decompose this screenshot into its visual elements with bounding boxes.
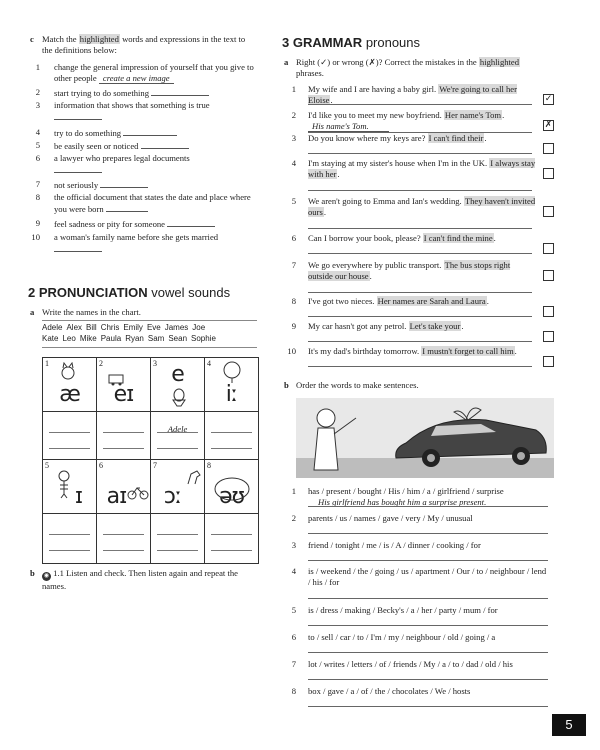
answer-line[interactable] <box>308 706 548 707</box>
jumbled-words: is / dress / making / Becky's / a / her / party / mum / for <box>308 605 498 615</box>
answer-cell[interactable] <box>97 412 151 460</box>
cell-number: 2 <box>99 359 103 368</box>
sentence-end: . <box>369 271 372 282</box>
name-option: Mike <box>79 334 97 343</box>
part-b-letter: b <box>284 380 289 390</box>
name-option: Sophie <box>191 334 216 343</box>
part-a-instruction: Write the names in the chart. <box>42 307 141 317</box>
definition-item <box>54 100 264 124</box>
section-subtitle: vowel sounds <box>151 285 231 300</box>
name-option: Ryan <box>125 334 144 343</box>
correction-line[interactable] <box>308 104 532 105</box>
phone-icon <box>213 476 251 502</box>
example-answer: create a new image <box>99 73 174 84</box>
name-option: Chris <box>100 323 120 332</box>
answer-blank[interactable] <box>151 87 209 96</box>
grammar-sentence <box>308 110 536 133</box>
grammar-sentence <box>308 321 536 332</box>
item-number: 10 <box>287 346 296 356</box>
answer-checkbox[interactable] <box>543 143 554 154</box>
chart-cell-2 <box>97 358 151 412</box>
jumbled-words: parents / us / names / gave / very / My / unusual <box>308 513 473 523</box>
sentence-text: I'd like you to meet my new boyfriend. <box>308 110 444 120</box>
sentence-text: We go everywhere by public transport. <box>308 260 444 270</box>
sentence-text: It's my dad's birthday tomorrow. <box>308 346 422 356</box>
grammar-sentence <box>308 260 536 283</box>
definition-text: feel sadness or pity for someone <box>54 219 165 229</box>
answer-cell[interactable] <box>205 514 259 564</box>
grammar-sentence <box>308 133 536 144</box>
sentence-text: We aren't going to Emma and Ian's wedding. <box>308 196 464 206</box>
def-number: 1 <box>35 62 40 72</box>
answer-line[interactable] <box>308 533 548 534</box>
answer-blank[interactable] <box>100 179 148 188</box>
audio-track: 1.1 <box>53 568 64 578</box>
answer-blank[interactable] <box>167 218 215 227</box>
item-number: 7 <box>291 260 296 270</box>
sentence-text: My car hasn't got any petrol. <box>308 321 409 331</box>
part-b-instruction <box>42 568 257 592</box>
phonetic-symbol: iː <box>225 382 238 407</box>
section-title: GRAMMAR <box>292 35 363 50</box>
def-number: 4 <box>35 127 40 137</box>
definition-text: information that shows that something is true <box>54 100 210 110</box>
item-number: 3 <box>291 540 296 550</box>
page-number: 5 <box>552 714 586 736</box>
answer-blank[interactable] <box>54 164 102 173</box>
answer-checkbox[interactable] <box>543 306 554 317</box>
jumbled-words: is / weekend / the / going / us / apartment / Our / to / neighbour / lend / his / for <box>308 566 547 588</box>
answer-cell[interactable] <box>151 514 205 564</box>
grammar-heading <box>282 34 420 51</box>
jumbled-words: box / gave / a / of / the / chocolates / We / hosts <box>308 686 471 696</box>
highlighted-phrase: I always stay with her <box>308 158 536 180</box>
item-number: 7 <box>291 659 296 669</box>
cell-number: 5 <box>45 461 49 470</box>
names-row-2 <box>42 334 220 345</box>
correction-line[interactable] <box>308 253 532 254</box>
item-number: 6 <box>291 632 296 642</box>
highlighted-phrase: I can't find their <box>428 133 484 143</box>
phonetic-symbol: aɪ <box>106 484 127 509</box>
definition-item <box>54 232 269 256</box>
item-number: 9 <box>291 321 296 331</box>
grammar-sentence <box>308 296 536 307</box>
answer-line[interactable] <box>308 560 548 561</box>
answer-checkbox[interactable] <box>543 356 554 367</box>
sentence-end: . <box>337 169 340 180</box>
item-number: 5 <box>291 196 296 206</box>
sentence-text: My wife and I are having a baby girl. <box>308 84 439 94</box>
highlighted-phrase: I mustn't forget to call him <box>422 346 514 356</box>
grammar-sentence <box>308 196 536 219</box>
answer-cell[interactable] <box>151 412 205 460</box>
jumbled-words: friend / tonight / me / is / A / dinner / cooking / for <box>308 540 481 550</box>
definition-item <box>54 127 264 139</box>
correction-answer: His name's Tom. <box>308 121 389 132</box>
answer-checkbox[interactable] <box>543 331 554 342</box>
answer-checkbox[interactable] <box>543 206 554 217</box>
section-number: 3 <box>282 35 290 50</box>
highlighted-phrase: They haven't invited ours <box>308 196 536 218</box>
sentence-end: . <box>493 233 496 243</box>
answer-cell[interactable] <box>205 412 259 460</box>
answer-line[interactable] <box>308 652 548 653</box>
sentence-end: . <box>514 346 517 356</box>
answer-checkbox[interactable]: ✗ <box>544 120 553 130</box>
answer-blank[interactable] <box>54 243 102 252</box>
def-number: 8 <box>35 192 40 202</box>
definition-item <box>54 87 264 99</box>
name-option: Emily <box>123 323 143 332</box>
cell-number: 1 <box>45 359 49 368</box>
part-a-letter: a <box>284 57 289 67</box>
name-option: Kate <box>42 334 59 343</box>
example-name: Adele <box>167 424 188 434</box>
correction-line[interactable] <box>308 228 532 229</box>
egg-icon <box>169 388 189 408</box>
highlighted-phrase: Her names are Sarah and Laura <box>377 296 486 306</box>
sentence-end: . <box>323 207 326 218</box>
definition-item <box>54 192 259 216</box>
name-option: Joe <box>192 323 206 332</box>
def-number: 3 <box>35 100 40 110</box>
correction-line[interactable] <box>308 316 532 317</box>
cell-number: 8 <box>207 461 211 470</box>
sentence-end: . <box>486 296 489 306</box>
correction-line[interactable] <box>308 153 532 154</box>
definition-text: change the general impression of yourself that you give to other people <box>54 62 254 84</box>
correction-line[interactable] <box>308 366 532 367</box>
item-number: 1 <box>291 84 296 94</box>
highlighted-phrase: We're going to call her Eloise <box>308 84 517 106</box>
section-number: 2 <box>28 285 36 300</box>
answer-cell[interactable] <box>43 514 97 564</box>
definition-text: start trying to do something <box>54 88 150 98</box>
section-title: PRONUNCIATION <box>38 285 148 300</box>
name-option: Sam <box>147 334 165 343</box>
audio-icon[interactable]: ◉ <box>43 573 50 579</box>
instruction-highlight: highlighted <box>79 34 119 44</box>
vowel-chart <box>42 357 259 564</box>
highlighted-phrase: Her name's Tom <box>444 110 502 120</box>
instruction-text-end: phrases. <box>296 68 324 79</box>
answer-cell[interactable] <box>43 412 97 460</box>
item-number: 6 <box>291 233 296 243</box>
name-option: Leo <box>62 334 76 343</box>
item-number: 1 <box>291 486 296 496</box>
item-number: 2 <box>291 110 296 120</box>
answer-cell[interactable] <box>97 514 151 564</box>
answer-blank[interactable] <box>141 140 189 149</box>
item-number: 4 <box>291 158 296 168</box>
answer-checkbox[interactable] <box>543 270 554 281</box>
part-c-instruction <box>42 34 257 57</box>
grammar-sentence <box>308 158 536 181</box>
answer-blank[interactable] <box>106 203 148 212</box>
correction-line[interactable] <box>308 190 532 191</box>
phonetic-symbol: əʊ <box>218 484 245 509</box>
name-option: Eve <box>146 323 161 332</box>
grammar-sentence <box>308 233 536 244</box>
cell-number: 3 <box>153 359 157 368</box>
definition-item <box>54 62 264 85</box>
answer-line[interactable] <box>308 625 548 626</box>
jumbled-words: has / present / bought / His / him / a / girlfriend / surprise <box>308 486 504 496</box>
highlighted-phrase: I can't find the mine <box>423 233 493 243</box>
answer-blank[interactable] <box>54 111 102 120</box>
sentence-end: . <box>461 321 464 331</box>
jumbled-words: to / sell / car / to / I'm / my / neighbour / old / going / a <box>308 632 496 642</box>
definition-text: the official document that states the date and place where you were born <box>54 192 251 215</box>
sentence-text: Do you know where my keys are? <box>308 133 428 143</box>
sentence-end: . <box>330 95 333 106</box>
sentence-text: I've got two nieces. <box>308 296 377 306</box>
definition-item <box>54 153 264 177</box>
sentence-end: . <box>502 110 505 120</box>
part-c-letter: c <box>30 34 34 44</box>
answer-line[interactable] <box>308 679 548 680</box>
answer-line[interactable] <box>308 598 548 599</box>
phonetic-symbol: æ <box>59 382 80 407</box>
item-number: 2 <box>291 513 296 523</box>
example-answer: His girlfriend has bought him a surprise present. <box>318 497 487 507</box>
answer-blank[interactable] <box>123 127 177 136</box>
grammar-sentence <box>308 346 536 357</box>
cell-number: 6 <box>99 461 103 470</box>
definition-text: a woman's family name before she gets married <box>54 232 219 242</box>
answer-checkbox[interactable]: ✓ <box>544 94 553 104</box>
phonetic-symbol: ɪ <box>74 484 83 509</box>
part-b-text: Listen and check. Then listen again and repeat the names. <box>42 568 238 591</box>
section-subtitle: pronouns <box>365 35 421 50</box>
horse-icon <box>185 468 203 486</box>
item-number: 3 <box>291 133 296 143</box>
def-number: 7 <box>35 179 40 189</box>
answer-line[interactable] <box>308 506 548 507</box>
instruction-text: Match the <box>42 34 79 44</box>
name-option: Paula <box>100 334 122 343</box>
def-number: 5 <box>35 140 40 150</box>
cat-icon <box>57 362 79 382</box>
correction-line[interactable] <box>308 292 532 293</box>
name-option: Bill <box>86 323 97 332</box>
definition-item <box>54 140 264 152</box>
sentence-text: I'm staying at my sister's house when I'm in the UK. <box>308 158 490 168</box>
grammar-instruction <box>296 57 526 80</box>
chart-cell-8 <box>205 460 259 514</box>
car-present-illustration <box>296 398 554 478</box>
item-number: 5 <box>291 605 296 615</box>
chart-cell-7 <box>151 460 205 514</box>
item-number: 8 <box>291 686 296 696</box>
definition-text: try to do something <box>54 128 122 138</box>
chart-cell-4 <box>205 358 259 412</box>
name-option: James <box>164 323 189 332</box>
answer-checkbox[interactable] <box>543 243 554 254</box>
definition-item <box>54 218 264 230</box>
definition-text: a lawyer who prepares legal documents <box>54 153 190 163</box>
part-b-letter: b <box>30 568 35 578</box>
names-row-1 <box>42 323 209 334</box>
correction-line[interactable] <box>308 341 532 342</box>
answer-checkbox[interactable] <box>543 168 554 179</box>
sentence-end: . <box>484 133 487 143</box>
sentence-text: Can I borrow your book, please? <box>308 233 423 243</box>
phonetic-symbol: eɪ <box>113 382 134 407</box>
highlighted-phrase: Let's take your <box>409 321 461 331</box>
highlighted-phrase: The bus stops right outside our house <box>308 260 511 282</box>
definition-text: be easily seen or noticed <box>54 141 139 151</box>
definition-text: not seriously <box>54 180 99 190</box>
cell-number: 7 <box>153 461 157 470</box>
item-number: 8 <box>291 296 296 306</box>
jumbled-words: lot / writes / letters / of / friends / My / a / to / dad / old / his <box>308 659 513 669</box>
item-number: 4 <box>291 566 296 576</box>
part-a-letter: a <box>30 307 35 317</box>
chart-cell-1 <box>43 358 97 412</box>
cell-number: 4 <box>207 359 211 368</box>
def-number: 10 <box>31 232 40 242</box>
phonetic-symbol: ɔː <box>163 484 182 509</box>
chart-cell-3 <box>151 358 205 412</box>
part-b-instruction: Order the words to make sentences. <box>296 380 419 390</box>
def-number: 9 <box>35 218 40 228</box>
name-option: Adele <box>42 323 63 332</box>
phonetic-symbol: e <box>171 362 184 387</box>
pronunciation-heading <box>28 284 230 301</box>
instruction-highlight: highlighted <box>479 57 520 67</box>
def-number: 2 <box>35 87 40 97</box>
instruction-text-end: words and expressions in the text to the definitions below: <box>42 34 246 56</box>
name-option: Sean <box>168 334 188 343</box>
def-number: 6 <box>35 153 40 163</box>
definition-item <box>54 179 264 191</box>
instruction-text: Right (✓) or wrong (✗)? Correct the mistakes in the <box>296 57 479 67</box>
name-option: Alex <box>66 323 83 332</box>
